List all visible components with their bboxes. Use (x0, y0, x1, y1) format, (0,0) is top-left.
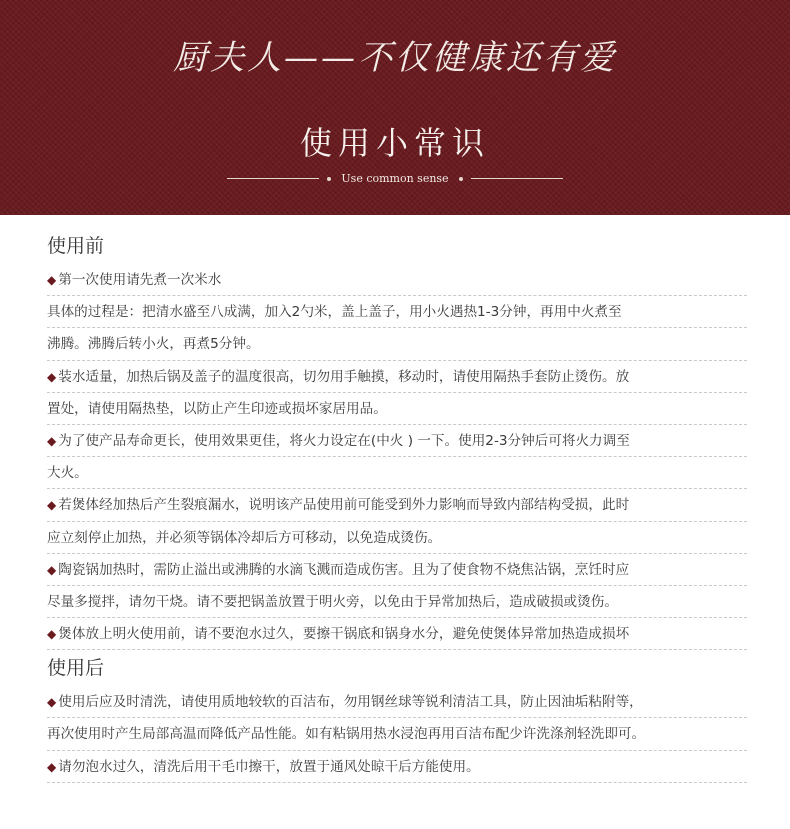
list-item-text: 具体的过程是：把清水盛至八成满，加入2勺米，盖上盖子，用小火遇热1-3分钟，再用中火煮至 (47, 304, 622, 321)
list-item-text: 尽量多搅拌，请勿干烧。请不要把锅盖放置于明火旁，以免由于异常加热后，造成破损或烫伤。 (47, 593, 618, 610)
brand-slogan: 厨夫人——不仅健康还有爱 (173, 38, 617, 78)
list-item-text: 煲体放上明火使用前，请不要泡水过久，要擦干锅底和锅身水分，避免使煲体异常加热造成损坏 (58, 626, 630, 643)
list-item-text: 置处，请使用隔热垫，以防止产生印迹或损坏家居用品。 (47, 400, 387, 417)
diamond-bullet-icon: ◆ (47, 433, 57, 448)
list-item-text: 应立刻停止加热，并必须等锅体冷却后方可移动，以免造成烫伤。 (47, 529, 442, 546)
list-item (47, 586, 747, 618)
list-item (47, 457, 747, 489)
page-subtitle: Use common sense (341, 172, 449, 185)
list-item (47, 328, 747, 360)
divider-left (227, 178, 319, 179)
list-item-text: 为了使产品寿命更长，使用效果更佳，将火力设定在(中火 ) 一下。使用2-3分钟后可将火力调至 (58, 432, 630, 449)
list-item (47, 718, 747, 750)
list-item-text: 使用后应及时清洗，请使用质地较软的百洁布，勿用钢丝球等锐利清洁工具，防止因油垢粘附等， (58, 694, 643, 711)
divider-dot-left (327, 177, 331, 181)
diamond-bullet-icon: ◆ (47, 498, 57, 513)
header-banner (0, 0, 790, 215)
diamond-bullet-icon: ◆ (47, 759, 57, 774)
list-item (47, 361, 747, 393)
diamond-bullet-icon: ◆ (47, 273, 57, 287)
list-item (47, 686, 747, 718)
divider-dot-right (459, 177, 463, 181)
list-item (47, 554, 747, 586)
list-item-text: 请勿泡水过久，清洗后用干毛巾擦干，放置于通风处晾干后方能使用。 (58, 758, 480, 775)
diamond-bullet-icon: ◆ (47, 562, 57, 577)
subtitle-row (0, 172, 790, 185)
list-item (47, 264, 747, 296)
section-heading: 使用后 (47, 657, 105, 680)
diamond-bullet-icon: ◆ (47, 627, 57, 642)
list-item-text: 装水适量，加热后锅及盖子的温度很高，切勿用手触摸，移动时，请使用隔热手套防止烫伤。放 (58, 368, 630, 385)
page-title: 使用小常识 (299, 124, 490, 162)
list-item (47, 751, 747, 783)
instructions-content (0, 228, 790, 783)
list-item (47, 522, 747, 554)
list-item-text: 再次使用时产生局部高温而降低产品性能。如有粘锅用热水浸泡再用百洁布配少许洗涤剂轻洗即可。 (47, 726, 646, 743)
list-item (47, 393, 747, 425)
list-item (47, 425, 747, 457)
divider-right (471, 178, 563, 179)
list-item-text: 大火。 (47, 465, 88, 482)
list-item-text: 第一次使用请先煮一次米水 (58, 272, 222, 288)
list-item (47, 296, 747, 328)
section-heading: 使用前 (47, 235, 105, 257)
list-item-text: 陶瓷锅加热时，需防止溢出或沸腾的水滴飞溅而造成伤害。且为了使食物不烧焦沾锅，烹饪时应 (58, 561, 630, 578)
list-item-text: 若煲体经加热后产生裂痕漏水，说明该产品使用前可能受到外力影响而导致内部结构受损，此时 (58, 497, 630, 514)
diamond-bullet-icon: ◆ (47, 369, 57, 384)
list-item (47, 618, 747, 650)
list-item (47, 489, 747, 521)
diamond-bullet-icon: ◆ (47, 695, 57, 710)
list-item-text: 沸腾。沸腾后转小火，再煮5分钟。 (47, 336, 260, 353)
